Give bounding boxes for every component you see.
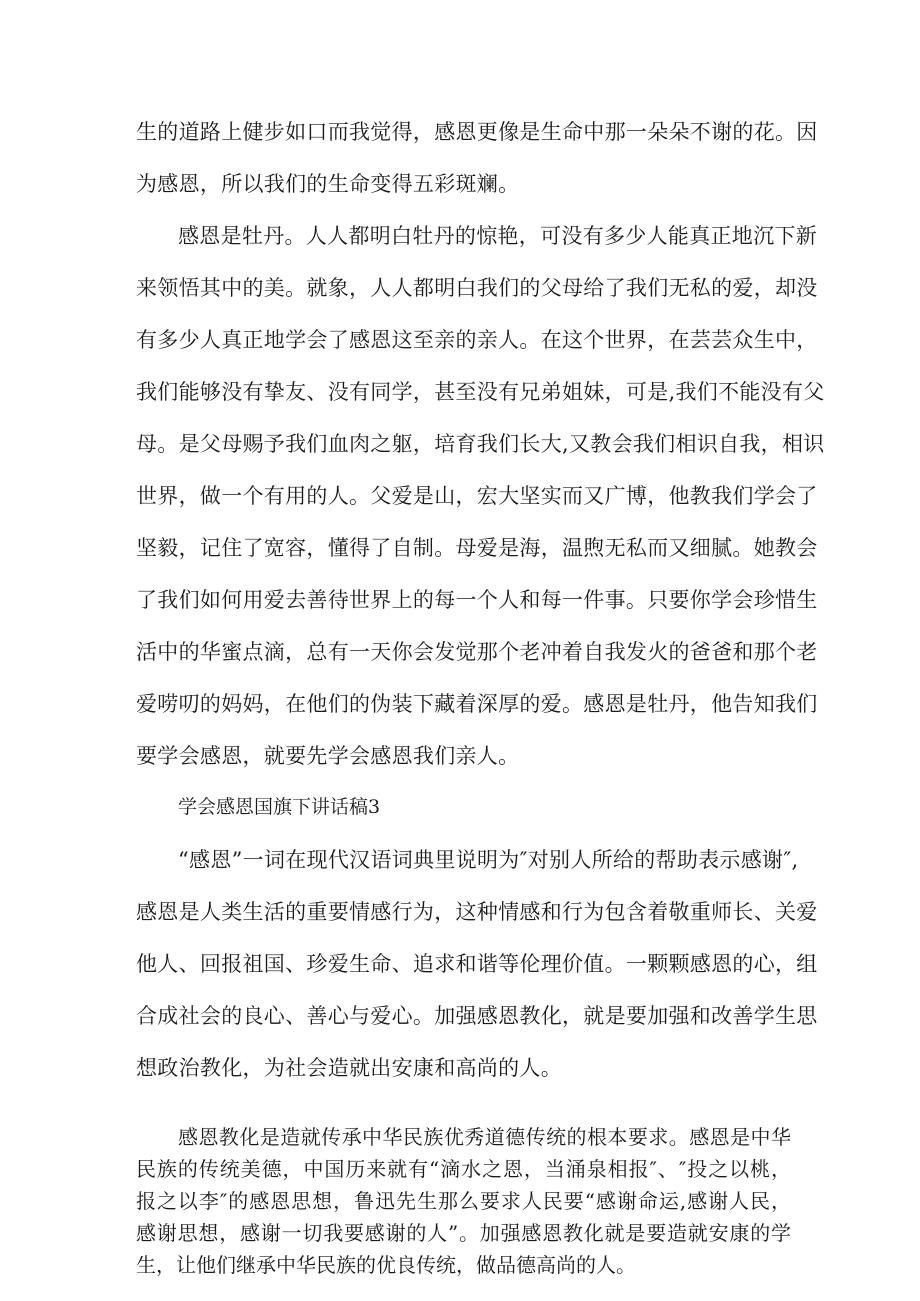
paragraph-4-line-3: 报之以李″的感恩思想，鲁迅先生那么要求人民要“感谢命运,感谢人民， bbox=[136, 1189, 791, 1213]
paragraph-3-line-5: 想政治教化，为社会造就出安康和高尚的人。 bbox=[136, 1056, 562, 1080]
paragraph-4-line-2: 民族的传统美德，中国历来就有“滴水之恩，当涌泉相报″、″投之以桃， bbox=[136, 1157, 791, 1181]
paragraph-2-line-7: 坚毅，记住了宽容，懂得了自制。母爱是海，温煦无私而又细腻。她教会 bbox=[136, 536, 818, 560]
paragraph-3-line-1: “感恩”一词在现代汉语词典里说明为″对别人所给的帮助表示感谢″, bbox=[178, 848, 799, 872]
paragraph-4-line-5: 生，让他们继承中华民族的优良传统，做品德高尚的人。 bbox=[136, 1253, 636, 1277]
paragraph-3-line-2: 感恩是人类生活的重要情感行为，这种情感和行为包含着敬重师长、关爱 bbox=[136, 900, 818, 924]
section-heading: 学会感恩国旗下讲话稿3 bbox=[178, 796, 381, 818]
paragraph-2-line-3: 有多少人真正地学会了感恩这至亲的亲人。在这个世界，在芸芸众生中， bbox=[136, 328, 818, 352]
paragraph-4-line-1: 感恩教化是造就传承中华民族优秀道德传统的根本要求。感恩是中华 bbox=[178, 1125, 791, 1149]
paragraph-1-line-2: 为感恩，所以我们的生命变得五彩斑斓。 bbox=[136, 172, 520, 196]
paragraph-4-line-4: 感谢思想，感谢一切我要感谢的人”。加强感恩教化就是要造就安康的学 bbox=[136, 1221, 791, 1245]
paragraph-2-line-5: 母。是父母赐予我们血肉之躯，培育我们长大,又教会我们相识自我，相识 bbox=[136, 432, 825, 456]
paragraph-2-line-6: 世界，做一个有用的人。父爱是山，宏大坚实而又广博，他教我们学会了 bbox=[136, 484, 818, 508]
paragraph-2-line-9: 活中的华蜜点滴，总有一天你会发觉那个老冲着自我发火的爸爸和那个老 bbox=[136, 640, 818, 664]
paragraph-2-line-2: 来领悟其中的美。就象，人人都明白我们的父母给了我们无私的爱，却没 bbox=[136, 276, 818, 300]
paragraph-1-line-1: 生的道路上健步如口而我觉得，感恩更像是生命中那一朵朵不谢的花。因 bbox=[136, 120, 818, 144]
paragraph-2-line-4: 我们能够没有挚友、没有同学，甚至没有兄弟姐妹，可是,我们不能没有父 bbox=[136, 380, 825, 404]
paragraph-3-line-3: 他人、回报祖国、珍爱生命、追求和谐等伦理价值。一颗颗感恩的心，组 bbox=[136, 952, 818, 976]
paragraph-2-line-1: 感恩是牡丹。人人都明白牡丹的惊艳，可没有多少人能真正地沉下新 bbox=[178, 224, 817, 248]
paragraph-2-line-8: 了我们如何用爱去善待世界上的每一个人和每一件事。只要你学会珍惜生 bbox=[136, 588, 818, 612]
paragraph-2-line-11: 要学会感恩，就要先学会感恩我们亲人。 bbox=[136, 744, 520, 768]
paragraph-2-line-10: 爱唠叨的妈妈，在他们的伪装下藏着深厚的爱。感恩是牡丹，他告知我们 bbox=[136, 692, 818, 716]
paragraph-3-line-4: 合成社会的良心、善心与爱心。加强感恩教化，就是要加强和改善学生思 bbox=[136, 1004, 818, 1028]
